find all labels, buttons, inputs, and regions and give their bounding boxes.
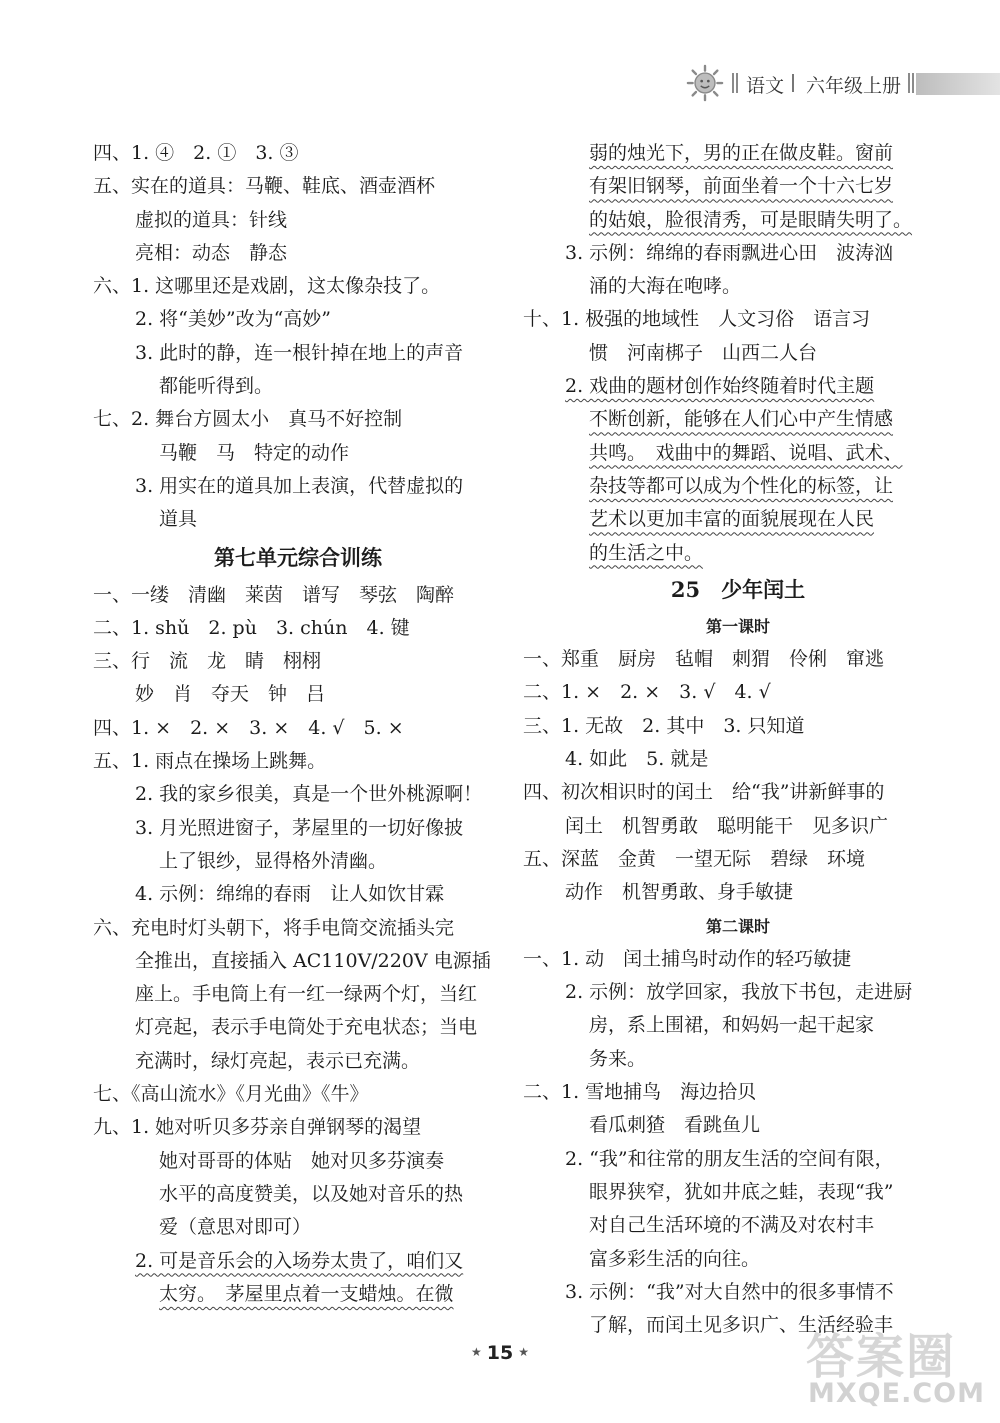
header-divider [732,73,738,93]
answer-line: 闰土 机智勇敢 聪明能干 见多识广 [565,814,889,837]
underlined-answer: 的生活之中。 [589,541,704,564]
header-divider [908,73,914,93]
answer-line: 虚拟的道具：针线 [135,208,288,231]
answer-line: 六、充电时灯头朝下，将手电筒交流插头完 [93,916,455,939]
answer-line: 四、1. ④ 2. ① 3. ③ [93,142,299,164]
answer-line [523,537,913,570]
answer-line: 七、《高山流水》《月光曲》《牛》 [93,1083,369,1106]
answer-line: 3. 月光照进窗子，茅屋里的一切好像披 [135,816,464,839]
answer-line: 房，系上围裙，和妈妈一起干起家 [589,1014,875,1037]
answer-line: 六、1. 这哪里还是戏剧，这太像杂技了。 [93,275,441,298]
underlined-answer: 共鸣。 戏曲中的舞蹈、说唱、武术、 [589,441,903,464]
answer-line: 对自己生活环境的不满及对农村丰 [589,1214,875,1237]
answer-line [523,370,913,403]
answer-line: 水平的高度赞美，以及她对音乐的热 [159,1182,464,1205]
answer-line: 富多彩生活的向往。 [589,1247,761,1270]
header-separator [792,74,794,92]
page-number: 15 [486,1342,514,1364]
answer-line: 五、实在的道具：马鞭、鞋底、酒壶酒杯 [93,175,436,198]
answer-line: 三、1. 无故 2. 其中 3. 只知道 [523,714,805,737]
answer-line: 4. 示例：绵绵的春雨 让人如饮甘霖 [135,883,445,906]
answer-line [523,204,913,237]
answer-line [523,137,913,170]
answer-line: 五、深蓝 金黄 一望无际 碧绿 环境 [523,847,866,870]
answer-line [523,170,913,203]
answer-line: 灯亮起，表示手电筒处于充电状态；当电 [135,1016,478,1039]
answer-line: 七、2. 舞台方圆太小 真马不好控制 [93,408,403,431]
watermark [806,1318,996,1418]
star-icon: ★ [471,1345,482,1359]
answer-line: 九、1. 她对听贝多芬亲自弹钢琴的渴望 [93,1116,422,1139]
underlined-answer: 不断创新，能够在人们心中产生情感 [589,408,894,431]
answer-line: 十、1. 极强的地域性 人文习俗 语言习 [523,308,871,331]
answer-line [523,503,913,536]
answer-line: 四、1. × 2. × 3. × 4. √ 5. × [93,716,404,739]
answer-line: 2. 我的家乡很美，真是一个世外桃源啊！ [135,783,483,806]
underlined-answer: 的姑娘，脸很清秀，可是眼睛失明了。 [589,208,913,231]
answer-line: 五、1. 雨点在操场上跳舞。 [93,750,327,773]
answer-line: 3. 示例：“我”对大自然中的很多事情不 [565,1280,894,1303]
underlined-answer: 2. 戏曲的题材创作始终随着时代主题 [565,375,875,398]
answer-line [523,470,913,503]
answer-line: 动作 机智勇敢、身手敏捷 [565,881,794,904]
left-column [93,137,503,1311]
answer-line: 了解，而闰土见多识广、生活经验丰 [589,1314,894,1337]
answer-line [93,1245,503,1278]
answer-line: 惯 河南梆子 山西二人台 [589,341,818,364]
lesson-subheading: 第一课时 [705,616,770,636]
answer-line: 3. 示例：绵绵的春雨飘进心田 波涛汹 [565,241,894,264]
answer-line: 3. 用实在的道具加上表演，代替虚拟的 [135,474,464,497]
underlined-answer: 弱的烛光下，男的正在做皮鞋。窗前 [589,142,894,164]
lesson-subheading: 第二课时 [705,916,770,936]
underlined-answer: 2. 可是音乐会的入场券太贵了，咱们又 [135,1249,464,1272]
answer-line: 2. “我”和往常的朋友生活的空间有限， [565,1147,894,1170]
answer-line [93,1278,503,1311]
answer-line: 都能听得到。 [159,375,274,398]
star-icon: ★ [518,1345,529,1359]
watermark-url: MXQE.COM [808,1378,985,1409]
answer-line: 3. 此时的静，连一根针掉在地上的声音 [135,341,464,364]
page-header [684,62,1000,108]
answer-line [523,437,913,470]
underlined-answer: 艺术以更加丰富的面貌展现在人民 [589,508,875,531]
answer-line: 看瓜刺猹 看跳鱼儿 [589,1114,761,1137]
subject-label: 语文 [746,75,785,97]
answer-line: 一、1. 动 闰土捕鸟时动作的轻巧敏捷 [523,947,852,970]
answer-line: 2. 示例：放学回家，我放下书包，走进厨 [565,981,913,1004]
answer-line: 充满时，绿灯亮起，表示已充满。 [135,1049,421,1072]
watermark-logo-text: 答案圈 [806,1329,957,1385]
lesson-heading: 25 少年闰土 [670,576,806,602]
underlined-answer: 杂技等都可以成为个性化的标签，让 [589,474,894,497]
underlined-answer: 有架旧钢琴，前面坐着一个十六七岁 [589,175,894,198]
answer-line: 2. 将“美妙”改为“高妙” [135,308,332,331]
answer-line: 务来。 [589,1047,647,1070]
grade-label: 六年级上册 [806,75,902,97]
answer-line: 涌的大海在咆哮。 [589,275,742,298]
answer-line: 爱（意思对即可） [159,1216,312,1239]
answer-line [523,403,913,436]
answer-line: 眼界狭窄，犹如井底之蛙，表现“我” [589,1180,894,1203]
answer-line: 一、郑重 厨房 毡帽 刺猬 伶俐 窜逃 [523,648,885,671]
answer-line: 上了银纱，显得格外清幽。 [159,849,388,872]
answer-line: 三、行 流 龙 睛 栩栩 [93,650,322,673]
answer-line: 一、一缕 清幽 莱茵 谱写 琴弦 陶醉 [93,583,455,606]
right-column [523,137,913,1342]
answer-line: 座上。手电筒上有一红一绿两个灯，当红 [135,983,478,1006]
answer-line: 二、1. × 2. × 3. √ 4. √ [523,681,771,704]
unit-heading: 第七单元综合训练 [214,544,382,570]
answer-line: 妙 肖 夺天 钟 吕 [135,683,326,706]
answer-line: 二、1. 雪地捕鸟 海边拾贝 [523,1081,757,1104]
answer-line: 道具 [159,508,198,531]
answer-line: 全推出，直接插入 AC110V/220V 电源插 [135,949,491,972]
sun-icon [686,64,724,102]
answer-line: 二、1. shǔ 2. pù 3. chún 4. 键 [93,616,410,639]
answer-line: 她对哥哥的体贴 她对贝多芬演奏 [159,1149,445,1172]
underlined-answer: 太穷。 茅屋里点着一支蜡烛。在微 [159,1282,454,1305]
answer-line: 四、初次相识时的闰土 给“我”讲新鲜事的 [523,781,885,804]
answer-line: 马鞭 马 特定的动作 [159,441,350,464]
answer-line: 4. 如此 5. 就是 [565,748,709,771]
header-bar [916,73,1000,95]
answer-line: 亮相：动态 静态 [135,241,288,264]
